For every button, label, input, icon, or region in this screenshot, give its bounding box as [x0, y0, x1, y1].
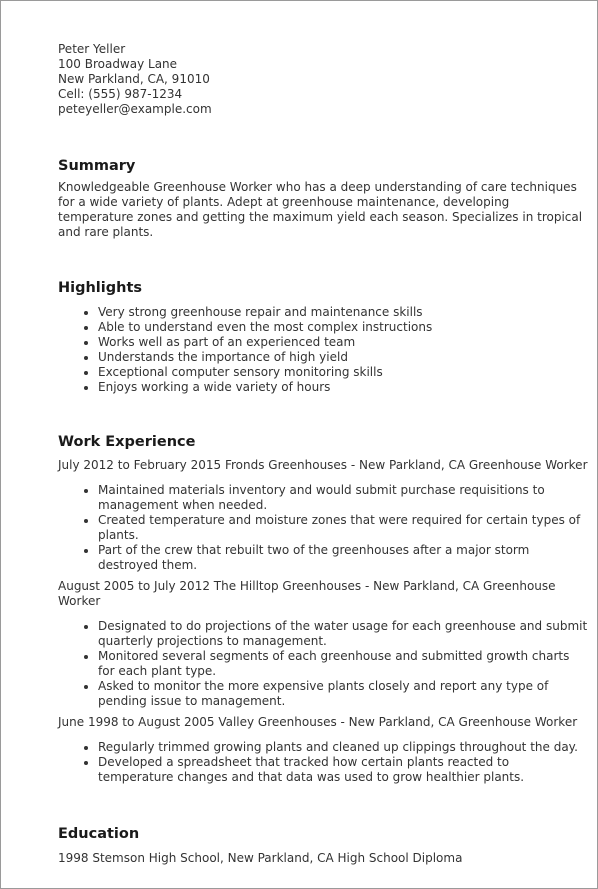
- job-entry: [58, 458, 588, 573]
- highlight-item: • Very strong greenhouse repair and maintenance skills: [98, 305, 588, 320]
- job-bullets: [58, 740, 588, 785]
- job-bullet: • Designated to do projections of the water usage for each greenhouse and submit quarterly projections to management.: [98, 619, 588, 649]
- contact-name: Peter Yeller: [58, 42, 126, 56]
- job-bullet: • Part of the crew that rebuilt two of the greenhouses after a major storm destroyed them.: [98, 543, 588, 573]
- work-experience-heading: Work Experience: [58, 434, 196, 450]
- contact-block: [58, 42, 588, 117]
- highlights-section: [58, 279, 588, 395]
- highlight-item: • Understands the importance of high yield: [98, 350, 588, 365]
- work-experience-section: [58, 433, 588, 785]
- job-entry: [58, 715, 588, 785]
- job-bullet: • Created temperature and moisture zones that were required for certain types of plants.: [98, 513, 588, 543]
- contact-email: peteyeller@example.com: [58, 102, 212, 116]
- job-bullet: • Maintained materials inventory and would submit purchase requisitions to management when needed.: [98, 483, 588, 513]
- highlight-item: • Exceptional computer sensory monitoring skills: [98, 365, 588, 380]
- job-bullet: • Monitored several segments of each greenhouse and submitted growth charts for each plant type.: [98, 649, 588, 679]
- education-section: [58, 825, 588, 866]
- highlight-item: • Works well as part of an experienced team: [98, 335, 588, 350]
- highlights-list: [58, 305, 588, 395]
- job-bullet: • Asked to monitor the more expensive plants closely and report any type of pending issue to management.: [98, 679, 588, 709]
- highlights-heading: Highlights: [58, 280, 143, 296]
- contact-street: 100 Broadway Lane: [58, 57, 178, 71]
- summary-section: [58, 157, 588, 240]
- job-bullets: [58, 483, 588, 573]
- job-header: August 2005 to July 2012 The Hilltop Greenhouses - New Parkland, CA Greenhouse Worker: [58, 579, 556, 608]
- education-heading: Education: [58, 826, 140, 842]
- highlight-item: • Enjoys working a wide variety of hours: [98, 380, 588, 395]
- resume-content: [58, 42, 588, 866]
- job-entry: [58, 579, 588, 709]
- summary-heading: Summary: [58, 158, 136, 174]
- contact-phone: Cell: (555) 987-1234: [58, 87, 183, 101]
- contact-city: New Parkland, CA, 91010: [58, 72, 210, 86]
- job-bullet: • Regularly trimmed growing plants and cleaned up clippings throughout the day.: [98, 740, 588, 755]
- job-bullets: [58, 619, 588, 709]
- highlight-item: • Able to understand even the most complex instructions: [98, 320, 588, 335]
- job-bullet: • Developed a spreadsheet that tracked how certain plants reacted to temperature changes and that data was used to grow healthier plants.: [98, 755, 588, 785]
- job-header: July 2012 to February 2015 Fronds Greenhouses - New Parkland, CA Greenhouse Worker: [58, 458, 588, 472]
- summary-text: Knowledgeable Greenhouse Worker who has a deep understanding of care techniques for a wide variety of plants. Adept at greenhouse maintenance, developing temperature zones and getting the maximum yield each season. Specializes in tropical and rare plants.: [58, 180, 583, 239]
- job-header: June 1998 to August 2005 Valley Greenhouses - New Parkland, CA Greenhouse Worker: [58, 715, 578, 729]
- education-entry: 1998 Stemson High School, New Parkland, CA High School Diploma: [58, 851, 463, 865]
